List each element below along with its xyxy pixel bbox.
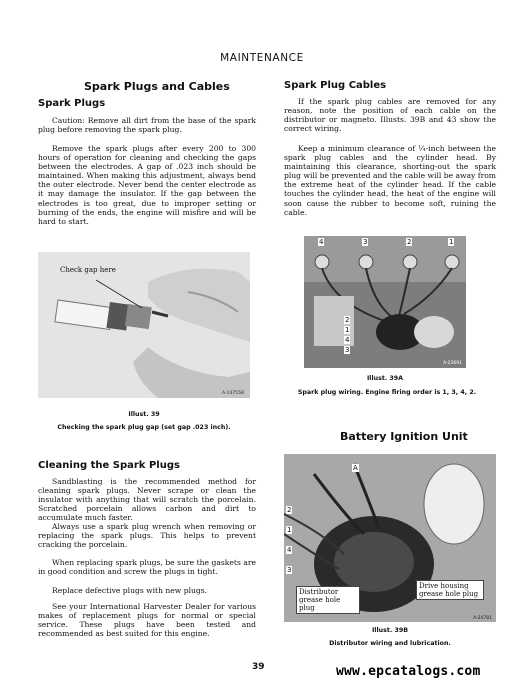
subheading-spark-plugs: Spark Plugs	[38, 98, 106, 109]
paragraph-cable-position: If the spark plug cables are removed for any reason, note the position of each cable on the distributor or magneto. Illusts. 39B and 43 show the correct wiring.	[284, 97, 496, 134]
paragraph-cable-clearance: Keep a minimum clearance of ¼-inch between the spark plug cables and the cylinder head. By maintaining this clearance, shorting-out the spark plug will be prevented and the cable will be away from the extreme heat of the cylinder head. If the cable touches the cylinder head, the heat of the engine will soon cause the rubber to become soft, ruining the cable.	[284, 144, 496, 217]
side-number-3-b: 3	[287, 566, 292, 574]
illustration-39a-label: Illust. 39A	[366, 375, 404, 382]
illustration-39-label: Illust. 39	[128, 411, 160, 418]
top-number-3: 3	[363, 238, 368, 246]
side-number-1: 1	[345, 326, 350, 334]
side-number-2-b: 2	[287, 506, 292, 514]
paragraph-dealer: See your International Harvester Dealer for various makes of replacement plugs for normal or special service. These plugs have been tested and recommended as best suited for this engine.	[38, 602, 256, 639]
paragraph-plug-maintenance: Remove the spark plugs after every 200 to 300 hours of operation for cleaning and checking the gaps between the electrodes. A gap of .023 inch should be maintained. When making this adjustment, always bend the outer electrode. Never bend the center electrode as it may damage the insulator. If the gap between the electrodes is too great, due to improper setting or burning of the ends, the engine will misfire and will be hard to start.	[38, 144, 256, 226]
side-number-1-b: 1	[287, 526, 292, 534]
callout-distributor-grease: Distributor grease hole plug	[296, 586, 360, 614]
paragraph-replace-defective: Replace defective plugs with new plugs.	[52, 586, 208, 595]
callout-drive-housing-grease: Drive housing grease hole plug	[416, 580, 484, 600]
section-title-spark-plugs-cables: Spark Plugs and Cables	[84, 80, 230, 93]
side-number-4: 4	[345, 336, 350, 344]
illustration-39a-caption: Spark plug wiring. Engine firing order is 1, 3, 4, 2.	[297, 389, 477, 396]
illustration-39-caption: Checking the spark plug gap (set gap .023 inch).	[57, 424, 231, 431]
illustration-39b-photo	[284, 454, 496, 622]
subheading-cleaning-plugs: Cleaning the Spark Plugs	[38, 460, 180, 471]
side-number-4-b: 4	[287, 546, 292, 554]
watermark: www.epcatalogs.com	[336, 664, 481, 679]
spark-plug-wiring-photo	[304, 236, 466, 368]
callout-check-gap: Check gap here	[60, 266, 116, 274]
illustration-39b-caption: Distributor wiring and lubrication.	[329, 640, 451, 647]
subheading-spark-plug-cables: Spark Plug Cables	[284, 80, 387, 91]
paragraph-sandblasting: Sandblasting is the recommended method for cleaning spark plugs. Never scrape or clean the insulator with anything that will scratch the porcelain. Scratched porcelain allows carbon and dirt to accumulate much faster.	[38, 477, 256, 523]
page-number: 39	[252, 662, 265, 672]
illustration-39-code: A-14755B	[221, 391, 244, 396]
top-number-4: 4	[319, 238, 324, 246]
illustration-39a-code: A-23691	[443, 361, 462, 366]
paragraph-gaskets: When replacing spark plugs, be sure the gaskets are in good condition and screw the plugs in tight.	[38, 558, 256, 577]
letter-a: A	[353, 464, 358, 472]
side-number-2: 2	[345, 316, 350, 324]
caution-paragraph: Caution: Remove all dirt from the base of the spark plug before removing the spark plug.	[38, 116, 256, 135]
illustration-39a-photo	[304, 236, 466, 368]
page-header: MAINTENANCE	[220, 52, 304, 64]
illustration-39b-code: A-24781	[473, 616, 492, 621]
top-number-1: 1	[449, 238, 454, 246]
illustration-39-photo	[38, 252, 250, 398]
section-title-battery-ignition: Battery Ignition Unit	[340, 430, 468, 443]
illustration-39b-label: Illust. 39B	[371, 627, 409, 634]
paragraph-wrench: Always use a spark plug wrench when removing or replacing the spark plugs. This helps to prevent cracking the porcelain.	[38, 522, 256, 550]
side-number-3: 3	[345, 346, 350, 354]
top-number-2: 2	[407, 238, 412, 246]
